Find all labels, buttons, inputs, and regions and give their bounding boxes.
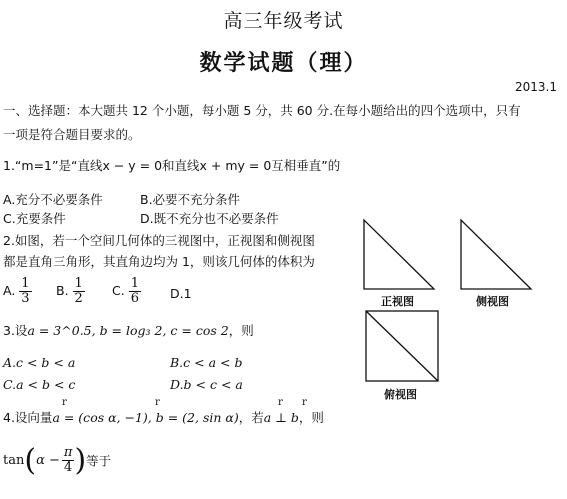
q4-right-paren: )	[74, 443, 87, 478]
q2-option-d: D.1	[170, 286, 192, 301]
paper-title: 数学试题（理）	[199, 51, 368, 76]
q1-option-c: C.充要条件	[3, 211, 66, 226]
q4-alpha-minus: α −	[36, 453, 60, 468]
q2-a-denominator: 3	[21, 291, 30, 306]
exam-header-title: 高三年级考试	[223, 10, 344, 32]
q2-option-b-fraction	[73, 277, 85, 306]
q4-four: 4	[64, 460, 73, 475]
q3-expression: a = 3^0.5, b = log₃ 2, c = cos 2	[27, 323, 229, 338]
q2-c-numerator: 1	[130, 276, 139, 291]
q3-option-c: C.a < b < c	[3, 377, 76, 392]
q2-option-c-label: C.	[112, 283, 125, 298]
side-view-caption: 侧视图	[476, 295, 509, 308]
side-view-figure	[459, 218, 534, 291]
q1-option-a: A.充分不必要条件	[3, 192, 103, 207]
q3-option-a: A.c < b < a	[3, 355, 76, 370]
question-2-stem-line1: 2.如图，若一个空间几何体的三视图中，正视图和侧视图	[3, 233, 315, 248]
question-2-stem-line2: 都是直角三角形，其直角边均为 1，则该几何体的体积为	[3, 254, 315, 269]
q2-option-c	[112, 277, 141, 306]
vector-mark-b-cond: r	[302, 397, 307, 408]
q4-prefix: 4.设向量	[3, 410, 53, 425]
q2-option-a-label: A.	[3, 283, 16, 298]
q2-option-c-fraction	[129, 277, 141, 306]
q2-option-b-label: B.	[56, 283, 69, 298]
front-view-caption: 正视图	[381, 295, 414, 308]
side-view-triangle	[461, 220, 531, 289]
q2-b-numerator: 1	[74, 276, 83, 291]
question-4-stem	[3, 408, 324, 426]
question-1-stem: 1.“m=1”是“直线x − y = 0和直线x + my = 0互相垂直”的	[3, 158, 341, 173]
q4-tail: 等于	[86, 453, 112, 469]
front-view-figure	[362, 218, 437, 291]
q2-option-b	[56, 277, 85, 306]
q4-suffix: ，则	[298, 410, 324, 425]
section-instructions-line2: 一项是符合题目要求的。	[3, 127, 141, 142]
front-view-triangle	[364, 220, 434, 289]
q3-option-d: D.b < c < a	[170, 377, 243, 392]
vector-mark-a: r	[62, 397, 67, 408]
q4-tan-expression	[3, 443, 111, 478]
q2-option-a-fraction	[19, 277, 31, 306]
q2-a-numerator: 1	[21, 276, 30, 291]
question-3-stem	[3, 321, 254, 339]
q3-prefix: 3.设	[3, 323, 28, 338]
q4-mid: ，若	[238, 410, 264, 425]
exam-date: 2013.1	[515, 80, 557, 94]
q4-condition: a ⊥ b	[263, 410, 299, 425]
q1-option-b: B.必要不充分条件	[140, 192, 241, 207]
q4-left-paren: (	[24, 443, 37, 478]
q4-pi-over-4	[62, 446, 75, 475]
q4-pi: π	[63, 445, 73, 460]
top-view-caption: 俯视图	[384, 388, 417, 401]
top-view-figure	[364, 309, 440, 383]
top-view-diagonal	[366, 311, 438, 381]
q2-c-denominator: 6	[130, 291, 139, 306]
vector-mark-a-cond: r	[278, 397, 283, 408]
q1-option-d: D.既不充分也不必要条件	[140, 211, 279, 226]
q3-option-b: B.c < a < b	[170, 355, 243, 370]
q3-suffix: ，则	[228, 323, 254, 338]
q2-option-a	[3, 277, 32, 306]
q4-tan-func: tan	[3, 453, 25, 468]
q4-vectors: a = (cos α, −1), b = (2, sin α)	[52, 410, 239, 425]
vector-mark-b: r	[155, 397, 160, 408]
q2-b-denominator: 2	[74, 291, 83, 306]
section-instructions-line1: 一、选择题：本大题共 12 个小题，每小题 5 分，共 60 分.在每小题给出的四个选项中，只有	[3, 103, 521, 118]
